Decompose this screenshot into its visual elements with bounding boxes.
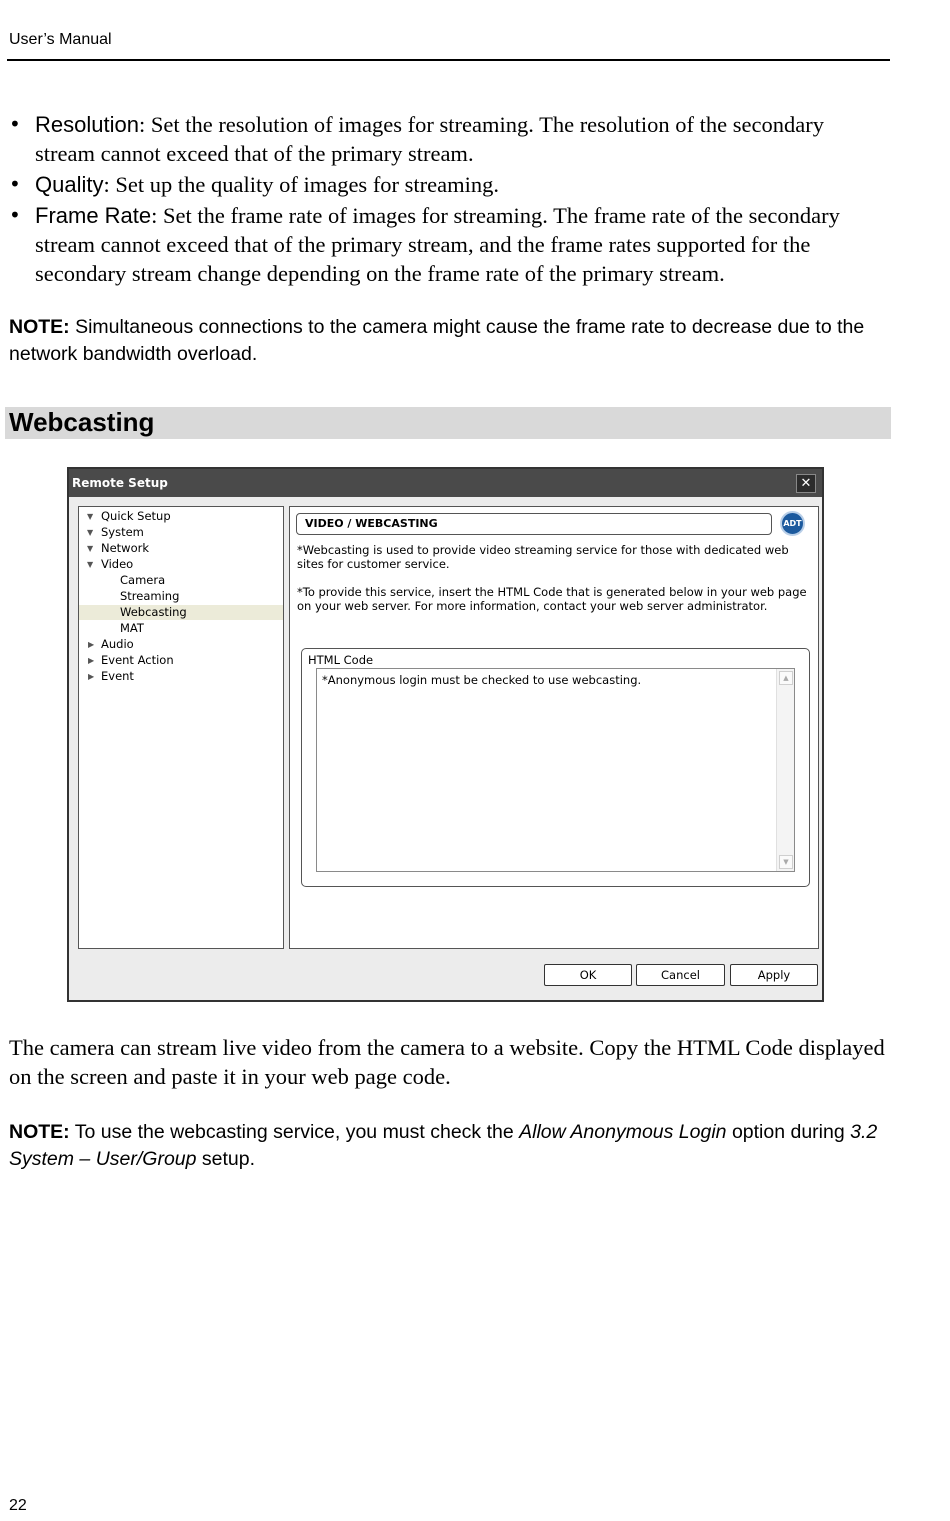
content-panel bbox=[289, 506, 819, 949]
html-code-textarea[interactable] bbox=[316, 668, 795, 872]
bullet-frame-rate bbox=[9, 201, 889, 288]
html-code-group bbox=[301, 648, 810, 887]
tree-item-label: Video bbox=[101, 557, 134, 571]
bullet-text: : Set up the quality of images for streaming. bbox=[103, 172, 500, 197]
page-path: VIDEO / WEBCASTING bbox=[296, 513, 772, 535]
tree-item-camera[interactable] bbox=[79, 573, 283, 588]
header-label: User’s Manual bbox=[9, 31, 112, 48]
html-code-scrollbar[interactable] bbox=[776, 669, 794, 871]
collapsed-arrow-icon[interactable]: ▶ bbox=[88, 672, 95, 681]
page-number: 22 bbox=[9, 1497, 27, 1514]
adt-logo: ADT bbox=[780, 511, 805, 536]
collapsed-arrow-icon[interactable]: ▶ bbox=[88, 656, 95, 665]
expanded-arrow-icon[interactable]: ▼ bbox=[87, 544, 94, 553]
bullet-text: : Set the frame rate of images for streaming. The frame rate of the secondary stream cannot exceed that of the primary stream, and the frame rates supported for the secondary stream change depending on the frame rate of the primary stream. bbox=[35, 203, 840, 286]
note-text: option during bbox=[726, 1121, 851, 1143]
tree-item-label: Streaming bbox=[120, 589, 180, 603]
tree-item-label: Event Action bbox=[101, 653, 174, 667]
note-bandwidth bbox=[9, 314, 894, 368]
tree-item-label: Audio bbox=[101, 637, 134, 651]
tree-panel bbox=[78, 506, 284, 949]
bullet-term: Quality bbox=[35, 172, 104, 197]
bullet-quality bbox=[9, 170, 889, 199]
note-text: Simultaneous connections to the camera might cause the frame rate to decrease due to the network bandwidth overload. bbox=[9, 316, 865, 365]
expanded-arrow-icon[interactable]: ▼ bbox=[87, 512, 94, 521]
note-text: To use the webcasting service, you must check the bbox=[69, 1121, 520, 1143]
bullet-term: Resolution bbox=[35, 112, 139, 137]
tree-item-label: Camera bbox=[120, 573, 166, 587]
note-italic-reference: 3.2 System – User/Group bbox=[9, 1121, 878, 1170]
note-italic-option: Allow Anonymous Login bbox=[519, 1121, 727, 1143]
tree-item-label: Network bbox=[101, 541, 150, 555]
tree-item-webcasting[interactable] bbox=[79, 605, 283, 620]
webcasting-info: *Webcasting is used to provide video streaming service for those with dedicated web sites for customer service. bbox=[297, 543, 789, 571]
html-code-text: *Anonymous login must be checked to use webcasting. bbox=[322, 673, 642, 687]
tree-item-system[interactable] bbox=[79, 525, 283, 540]
tree-item-label: System bbox=[101, 525, 144, 539]
tree-item-network[interactable] bbox=[79, 541, 283, 556]
note-anonymous-login bbox=[9, 1119, 894, 1173]
tree-item-quick-setup[interactable] bbox=[79, 509, 283, 524]
bullet-text: : Set the resolution of images for streaming. The resolution of the secondary stream cannot exceed that of the primary stream. bbox=[35, 112, 824, 166]
scroll-down-icon[interactable]: ▼ bbox=[779, 855, 793, 869]
tree-item-label: Quick Setup bbox=[101, 509, 171, 523]
bullet-list bbox=[9, 110, 889, 290]
tree-item-mat[interactable] bbox=[79, 621, 283, 636]
tree-item-streaming[interactable] bbox=[79, 589, 283, 604]
header-rule bbox=[7, 59, 890, 61]
tree-item-label: Webcasting bbox=[120, 605, 187, 619]
note-text: setup. bbox=[196, 1148, 256, 1170]
webcasting-paragraph: The camera can stream live video from the camera to a website. Copy the HTML Code displayed on the screen and paste it in your web page code. bbox=[9, 1035, 885, 1089]
close-icon[interactable]: ✕ bbox=[796, 474, 816, 493]
section-title: Webcasting bbox=[9, 407, 155, 437]
tree-item-event[interactable] bbox=[79, 669, 283, 684]
expanded-arrow-icon[interactable]: ▼ bbox=[87, 560, 94, 569]
tree-item-video[interactable] bbox=[79, 557, 283, 572]
tree-item-label: MAT bbox=[120, 621, 144, 635]
scroll-up-icon[interactable]: ▲ bbox=[779, 671, 793, 685]
bullet-resolution bbox=[9, 110, 889, 168]
tree-item-event-action[interactable] bbox=[79, 653, 283, 668]
dialog-title: Remote Setup bbox=[72, 476, 168, 490]
html-code-label: HTML Code bbox=[308, 653, 374, 667]
note-label: NOTE: bbox=[9, 1121, 70, 1143]
service-info: *To provide this service, insert the HTML Code that is generated below in your web page on your web server. For more information, contact your web server administrator. bbox=[297, 585, 807, 613]
note-label: NOTE: bbox=[9, 316, 70, 338]
ok-button[interactable]: OK bbox=[544, 964, 632, 986]
apply-button[interactable]: Apply bbox=[730, 964, 818, 986]
expanded-arrow-icon[interactable]: ▼ bbox=[87, 528, 94, 537]
remote-setup-dialog bbox=[67, 467, 824, 1002]
collapsed-arrow-icon[interactable]: ▶ bbox=[88, 640, 95, 649]
bullet-term: Frame Rate bbox=[35, 203, 152, 228]
dialog-titlebar bbox=[69, 469, 822, 497]
cancel-button[interactable]: Cancel bbox=[636, 964, 725, 986]
tree-item-label: Event bbox=[101, 669, 134, 683]
tree-item-audio[interactable] bbox=[79, 637, 283, 652]
